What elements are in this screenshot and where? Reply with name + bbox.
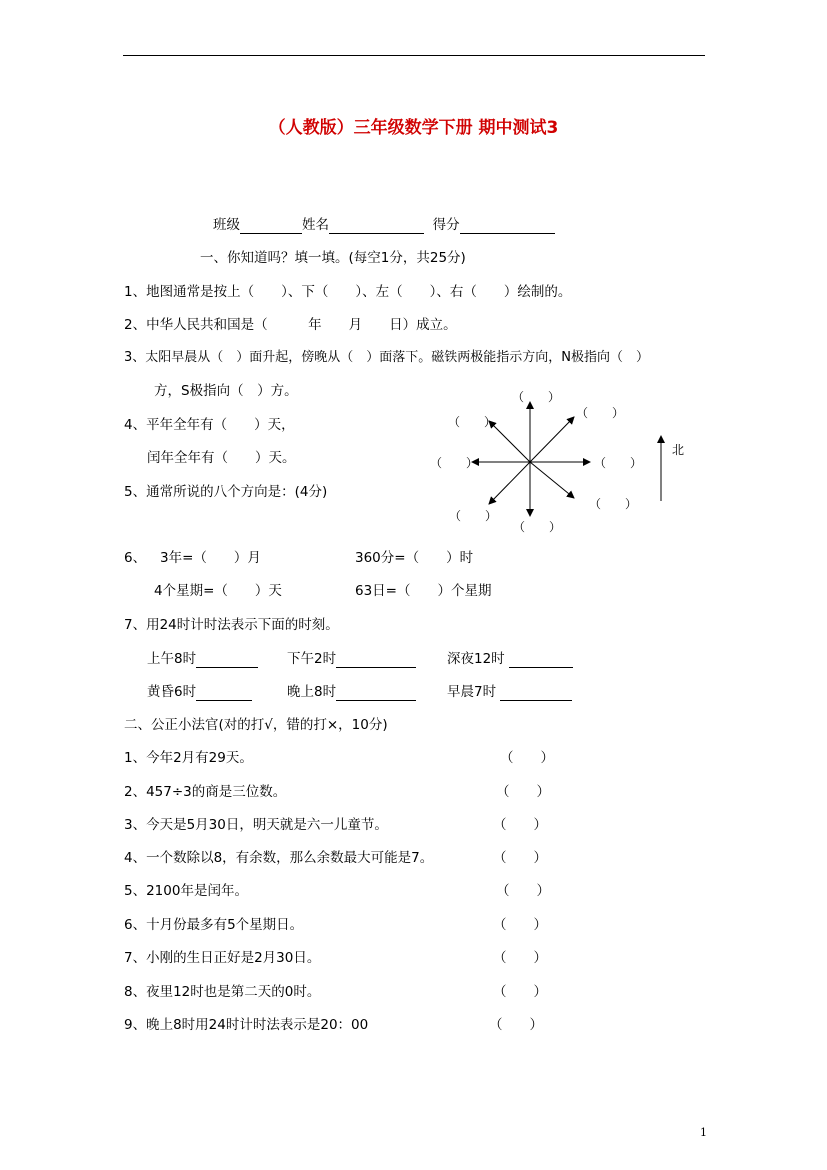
section2-heading: 二、公正小法官(对的打√，错的打×，10分)	[124, 717, 388, 733]
q7-item-3: 深夜12时	[447, 650, 573, 668]
arrow-ne	[530, 417, 574, 462]
answer-paren-2[interactable]: （ ）	[496, 784, 550, 800]
q7-item-4: 黄昏6时	[147, 683, 252, 701]
page-number: 1	[700, 1126, 707, 1139]
question-6-number: 6、	[124, 550, 147, 566]
judge-item-4: 4、一个数除以8，有余数，那么余数最大可能是7。	[124, 850, 434, 866]
question-6b: 360分=（ ）时	[355, 550, 474, 566]
q7-item-2: 下午2时	[287, 650, 416, 668]
compass-paren-nw[interactable]: （ ）	[448, 415, 497, 429]
score-label: 得分	[432, 217, 460, 233]
answer-paren-6[interactable]: （ ）	[493, 917, 547, 933]
judge-item-1: 1、今年2月有29天。	[124, 750, 253, 766]
judge-item-2: 2、457÷3的商是三位数。	[124, 784, 287, 800]
q7-item-6: 早晨7时	[447, 683, 572, 701]
q7-item-1: 上午8时	[147, 650, 258, 668]
answer-paren-4[interactable]: （ ）	[493, 850, 547, 866]
section1-heading: 一、你知道吗？填一填。(每空1分，共25分)	[200, 250, 466, 266]
answer-paren-7[interactable]: （ ）	[493, 950, 547, 966]
compass-paren-se[interactable]: （ ）	[589, 497, 638, 511]
judge-item-6: 6、十月份最多有5个星期日。	[124, 917, 304, 933]
compass-paren-e[interactable]: （ ）	[594, 456, 643, 470]
answer-paren-9[interactable]: （ ）	[489, 1017, 543, 1033]
q7-item-5: 晚上8时	[287, 683, 416, 701]
question-6d: 63日=（ ）个星期	[355, 583, 492, 599]
compass-paren-n[interactable]: （ ）	[512, 390, 561, 404]
judge-item-7: 7、小刚的生日正好是2月30日。	[124, 950, 321, 966]
question-4b: 闰年全年有（ ）天。	[147, 450, 296, 466]
north-label: 北	[672, 443, 685, 457]
class-label: 班级	[213, 217, 240, 233]
question-6a: 3年=（ ）月	[160, 550, 261, 566]
question-6c: 4个星期=（ ）天	[154, 583, 282, 599]
question-2: 2、中华人民共和国是（ 年 月 日）成立。	[124, 317, 457, 333]
judge-item-5: 5、2100年是闰年。	[124, 883, 248, 899]
name-label: 姓名	[302, 217, 329, 233]
question-1: 1、地图通常是按上（ ）、下（ ）、左（ ）、右（ ）绘制的。	[124, 284, 572, 300]
question-3a: 3、太阳早晨从（ ）面升起，傍晚从（ ）面落下。磁铁两极能指示方向，N极指向（ ）	[124, 350, 649, 365]
question-4a: 4、平年全年有（ ）天，	[124, 417, 295, 433]
compass-paren-sw[interactable]: （ ）	[449, 509, 498, 523]
arrow-sw	[489, 462, 530, 504]
compass-paren-s[interactable]: （ ）	[513, 520, 562, 534]
answer-paren-5[interactable]: （ ）	[496, 883, 550, 899]
judge-item-3: 3、今天是5月30日，明天就是六一儿童节。	[124, 817, 388, 833]
question-7: 7、用24时计时法表示下面的时刻。	[124, 617, 339, 633]
question-5: 5、通常所说的八个方向是：(4分)	[124, 484, 328, 500]
answer-paren-3[interactable]: （ ）	[493, 817, 547, 833]
compass-paren-ne[interactable]: （ ）	[576, 406, 625, 420]
page-title: （人教版）三年级数学下册 期中测试3	[268, 118, 559, 138]
question-3b: 方，S极指向（ ）方。	[154, 383, 298, 399]
answer-paren-8[interactable]: （ ）	[493, 984, 547, 1000]
judge-item-9: 9、晚上8时用24时计时法表示是20：00	[124, 1017, 369, 1033]
answer-paren-1[interactable]: （ ）	[500, 750, 554, 766]
judge-item-8: 8、夜里12时也是第二天的0时。	[124, 984, 321, 1000]
compass-paren-w[interactable]: （ ）	[430, 456, 479, 470]
arrow-se	[530, 462, 574, 498]
